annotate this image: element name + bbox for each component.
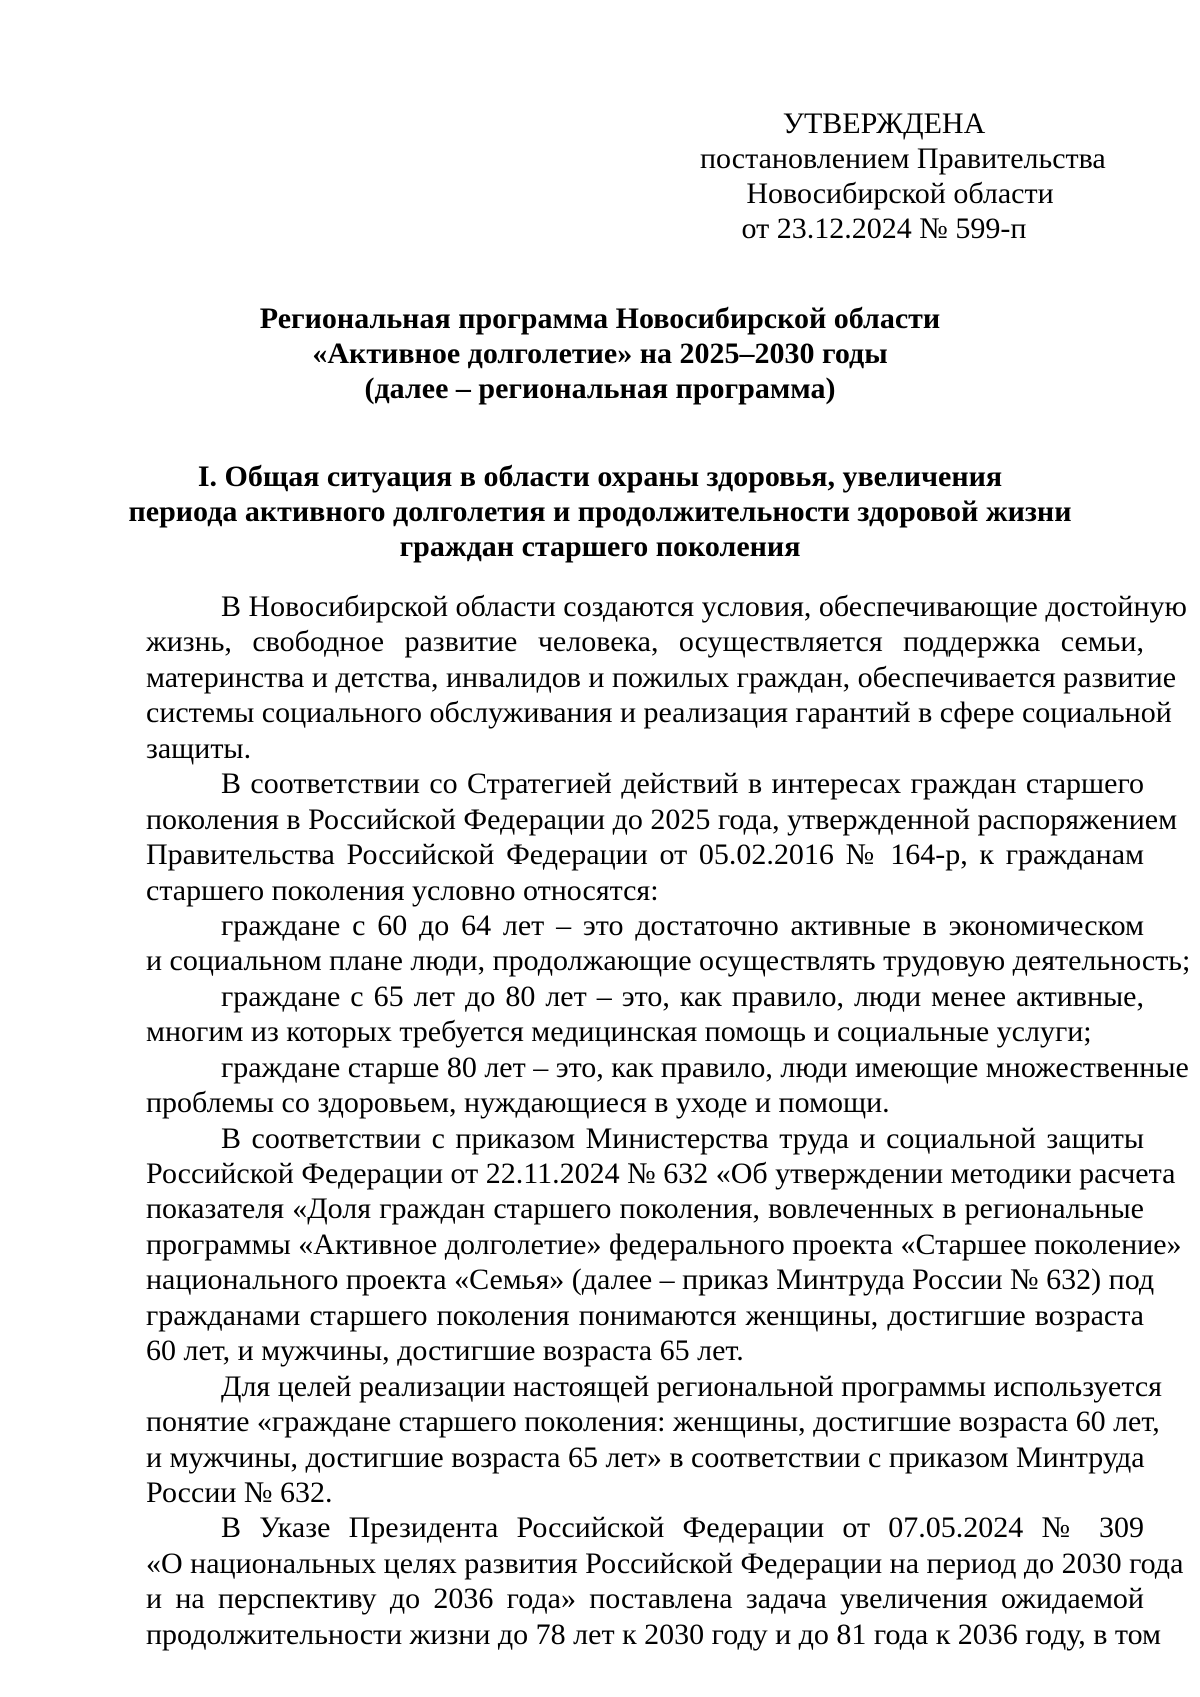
text-line: граждане старше 80 лет – это, как правило, люди имеющие множественные <box>221 1050 1189 1084</box>
text-line: и мужчины, достигшие возраста 65 лет» в соответствии с приказом Минтруда <box>146 1440 1145 1474</box>
text-line: гражданами старшего поколения понимаются женщины, достигшие возраста <box>146 1298 1144 1332</box>
section-heading-line: I. Общая ситуация в области охраны здоровья, увеличения <box>197 460 1003 493</box>
text-line: В соответствии со Стратегией действий в интересах граждан старшего <box>221 767 1144 801</box>
text-line: «О национальных целях развития Российской Федерации на период до 2030 года <box>146 1546 1184 1580</box>
text-line: граждане с 60 до 64 лет – это достаточно активные в экономическом <box>221 908 1144 942</box>
text-line: проблемы со здоровьем, нуждающиеся в уходе и помощи. <box>146 1086 890 1120</box>
text-line: В соответствии с приказом Министерства труда и социальной защиты <box>221 1121 1144 1155</box>
text-line: и социальном плане люди, продолжающие осуществлять трудовую деятельность; <box>146 944 1191 978</box>
program-title-line: (далее – региональная программа) <box>364 372 836 405</box>
text-line: Правительства Российской Федерации от 05.02.2016 № 164-р, к гражданам <box>146 838 1144 872</box>
text-line: системы социального обслуживания и реализация гарантий в сфере социальной <box>146 696 1172 730</box>
approval-line-region: Новосибирской области <box>746 177 1054 210</box>
text-line: и на перспективу до 2036 года» поставлена задача увеличения ожидаемой <box>146 1582 1144 1616</box>
approval-title: УТВЕРЖДЕНА <box>782 107 986 140</box>
approval-line-authority: постановлением Правительства <box>700 142 1106 175</box>
program-title <box>100 301 1100 406</box>
text-line: В Новосибирской области создаются условия, обеспечивающие достойную <box>221 590 1187 623</box>
section-heading-line: периода активного долголетия и продолжительности здоровой жизни <box>128 495 1072 528</box>
text-line: национального проекта «Семья» (далее – приказ Минтруда России № 632) под <box>146 1263 1155 1297</box>
program-title-line: «Активное долголетие» на 2025–2030 годы <box>312 337 888 370</box>
text-line: защиты. <box>146 731 252 765</box>
section-heading <box>100 459 1100 564</box>
text-line: старшего поколения условно относятся: <box>146 873 659 907</box>
approval-stamp <box>700 106 1106 246</box>
text-line: Российской Федерации от 22.11.2024 № 632 «Об утверждении методики расчета <box>146 1157 1176 1190</box>
section-heading-line: граждан старшего поколения <box>399 530 801 563</box>
approval-line-date-number: от 23.12.2024 № 599-п <box>741 212 1027 245</box>
text-line: 60 лет, и мужчины, достигшие возраста 65 лет. <box>146 1334 744 1368</box>
text-line: программы «Активное долголетие» федерального проекта «Старшее поколение» <box>146 1227 1182 1261</box>
text-line: многим из которых требуется медицинская помощь и социальные услуги; <box>146 1015 1092 1049</box>
text-line: России № 632. <box>146 1475 333 1509</box>
text-line: Для целей реализации настоящей региональной программы используется <box>221 1369 1162 1403</box>
text-line: В Указе Президента Российской Федерации от 07.05.2024 № 309 <box>221 1511 1144 1545</box>
text-line: поколения в Российской Федерации до 2025 года, утвержденной распоряжением <box>146 802 1178 836</box>
program-title-line: Региональная программа Новосибирской области <box>259 302 941 335</box>
text-line: граждане с 65 лет до 80 лет – это, как правило, люди менее активные, <box>221 979 1144 1013</box>
text-line: показателя «Доля граждан старшего поколения, вовлеченных в региональные <box>146 1192 1144 1226</box>
text-line: понятие «граждане старшего поколения: женщины, достигшие возраста 60 лет, <box>146 1405 1160 1439</box>
body-text <box>146 589 1191 1652</box>
text-line: материнства и детства, инвалидов и пожилых граждан, обеспечивается развитие <box>146 660 1177 694</box>
text-line: продолжительности жизни до 78 лет к 2030 году и до 81 года к 2036 году, в том <box>146 1617 1162 1651</box>
text-line: жизнь, свободное развитие человека, осуществляется поддержка семьи, <box>146 625 1144 659</box>
